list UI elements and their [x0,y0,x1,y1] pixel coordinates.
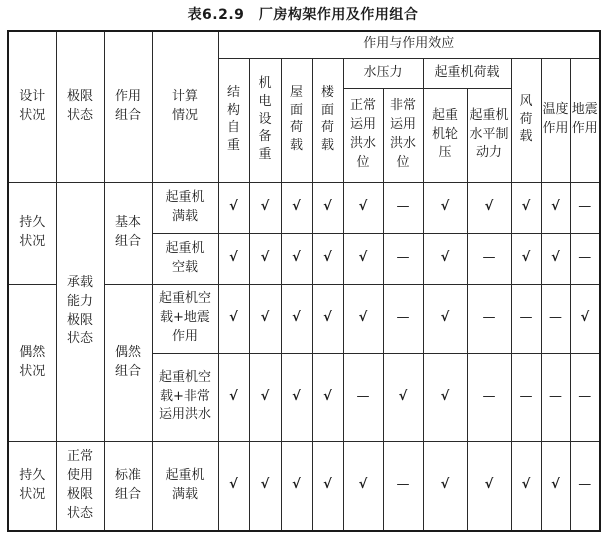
mark-cell: √ [423,182,467,233]
mark-cell: √ [249,441,281,531]
mark-cell: √ [467,441,511,531]
header-self-weight: 结构自重 [218,58,249,182]
mark-cell: √ [249,233,281,284]
mark-cell: √ [312,182,343,233]
header-water-group: 水压力 [343,58,423,88]
header-equipment-weight: 机电设备重 [249,58,281,182]
mark-cell: √ [218,284,249,353]
mark-cell: √ [343,284,383,353]
mark-cell: √ [218,233,249,284]
mark-cell: √ [312,353,343,441]
mark-cell: √ [511,233,541,284]
mark-cell: √ [467,182,511,233]
mark-cell: — [570,233,600,284]
header-wind: 风荷载 [511,58,541,182]
mark-cell: √ [423,441,467,531]
mark-cell: √ [343,182,383,233]
mark-cell: √ [541,233,570,284]
mark-cell: — [511,284,541,353]
mark-cell: √ [281,233,312,284]
group-ultimate: 承载能力极限状态 [56,182,104,441]
mark-cell: √ [570,284,600,353]
group-accidental-combination: 偶然组合 [104,284,152,441]
mark-cell: √ [281,353,312,441]
mark-cell: √ [249,284,281,353]
mark-cell: — [570,182,600,233]
mark-cell: — [511,353,541,441]
header-case: 计算情况 [152,31,218,182]
mark-cell: √ [423,353,467,441]
header-combination: 作用组合 [104,31,152,182]
mark-cell: — [570,441,600,531]
group-persistent: 持久状况 [8,182,56,284]
mark-cell: √ [423,284,467,353]
group-persistent-service: 持久状况 [8,441,56,531]
mark-cell: √ [383,353,423,441]
mark-cell: √ [541,182,570,233]
mark-cell: √ [541,441,570,531]
header-earthquake: 地震作用 [570,58,600,182]
case-cell: 起重机满载 [152,441,218,531]
mark-cell: — [467,233,511,284]
mark-cell: √ [249,353,281,441]
mark-cell: √ [312,441,343,531]
mark-cell: √ [423,233,467,284]
header-crane-braking: 起重机水平制动力 [467,88,511,182]
group-accidental: 偶然状况 [8,284,56,441]
mark-cell: — [467,284,511,353]
header-roof-load: 屋面荷载 [281,58,312,182]
load-combination-table [7,30,601,532]
mark-cell: √ [249,182,281,233]
case-cell: 起重机空载 [152,233,218,284]
mark-cell: √ [281,182,312,233]
header-design-state: 设计状况 [8,31,56,182]
case-cell: 起重机空载+非常运用洪水 [152,353,218,441]
mark-cell: √ [343,233,383,284]
mark-cell: — [383,284,423,353]
mark-cell: √ [312,233,343,284]
case-cell: 起重机满载 [152,182,218,233]
mark-cell: √ [218,353,249,441]
mark-cell: — [541,284,570,353]
header-crane-group: 起重机荷载 [423,58,511,88]
mark-cell: √ [218,182,249,233]
group-standard: 标准组合 [104,441,152,531]
table-title: 表6.2.9 厂房构架作用及作用组合 [187,7,419,23]
mark-cell: — [570,353,600,441]
header-effects-group: 作用与作用效应 [218,31,600,58]
case-cell: 起重机空载+地震作用 [152,284,218,353]
mark-cell: — [467,353,511,441]
mark-cell: — [343,353,383,441]
header-limit-state: 极限状态 [56,31,104,182]
mark-cell: — [383,182,423,233]
mark-cell: √ [343,441,383,531]
mark-cell: √ [312,284,343,353]
header-water-normal: 正常运用洪水位 [343,88,383,182]
group-basic: 基本组合 [104,182,152,284]
mark-cell: √ [281,441,312,531]
group-serviceability: 正常使用极限状态 [56,441,104,531]
mark-cell: √ [218,441,249,531]
header-floor-load: 楼面荷载 [312,58,343,182]
mark-cell: √ [511,441,541,531]
mark-cell: — [383,441,423,531]
header-temperature: 温度作用 [541,58,570,182]
mark-cell: √ [511,182,541,233]
mark-cell: √ [281,284,312,353]
header-crane-wheel: 起重机轮压 [423,88,467,182]
mark-cell: — [541,353,570,441]
mark-cell: — [383,233,423,284]
header-water-abnormal: 非常运用洪水位 [383,88,423,182]
